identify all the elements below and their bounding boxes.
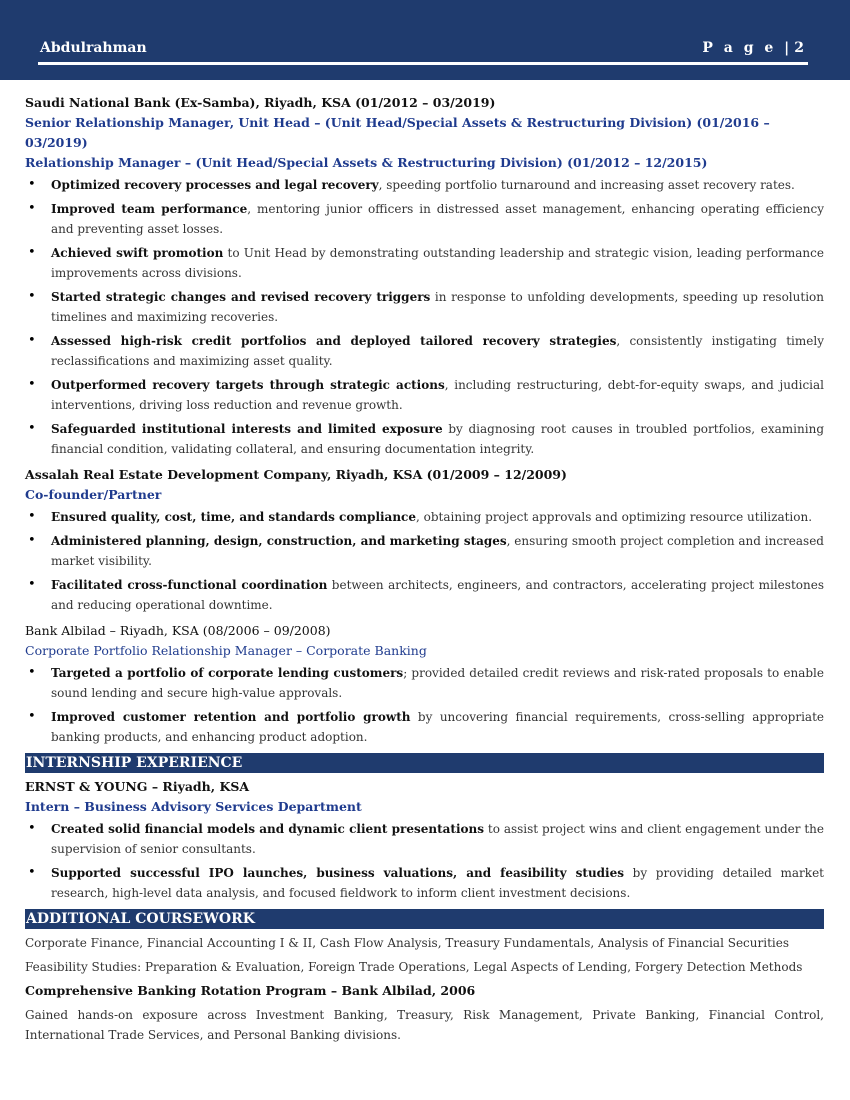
internship-organization: ERNST & YOUNG – Riyadh, KSA	[25, 779, 250, 794]
job-role: Senior Relationship Manager, Unit Head – (Unit Head/Special Assets & Restructuring Division) (01/2016 – 03/2019)	[25, 115, 770, 150]
bullet-item: • Improved team performance, mentoring junior officers in distressed asset management, enhancing operating efficiency and preventing asset losses.	[25, 199, 824, 239]
job-role: Corporate Portfolio Relationship Manager – Corporate Banking	[25, 643, 427, 658]
coursework-line: Corporate Finance, Financial Accounting I & II, Cash Flow Analysis, Treasury Fundamentals, Analysis of Financial Securities	[25, 936, 790, 950]
job-entry	[25, 621, 824, 747]
bullet-item: • Optimized recovery processes and legal recovery, speeding portfolio turnaround and increasing asset recovery rates.	[25, 175, 824, 195]
bullet-item: • Outperformed recovery targets through strategic actions, including restructuring, debt-for-equity swaps, and judicial interventions, driving loss reduction and revenue growth.	[25, 375, 824, 415]
job-organization: Saudi National Bank (Ex-Samba), Riyadh, KSA (01/2012 – 03/2019)	[25, 95, 496, 110]
job-bullets	[25, 507, 824, 615]
job-role: Relationship Manager – (Unit Head/Special Assets & Restructuring Division) (01/2012 – 12/2015)	[25, 155, 708, 170]
coursework-line: Feasibility Studies: Preparation & Evaluation, Foreign Trade Operations, Legal Aspects of Lending, Forgery Detection Methods	[25, 960, 803, 974]
page-separator: |	[784, 40, 793, 56]
internship-bullets	[25, 819, 824, 903]
bullet-item: • Assessed high-risk credit portfolios and deployed tailored recovery strategies, consistently instigating timely reclassifications and maximizing asset quality.	[25, 331, 824, 371]
program-description: Gained hands-on exposure across Investment Banking, Treasury, Risk Management, Private Banking, Financial Control, International Trade Services, and Personal Banking divisions.	[25, 1008, 824, 1042]
bullet-item: • Facilitated cross-functional coordination between architects, engineers, and contractors, accelerating project milestones and reducing operational downtime.	[25, 575, 824, 615]
bullet-item: • Improved customer retention and portfolio growth by uncovering financial requirements, cross-selling appropriate banking products, and enhancing product adoption.	[25, 707, 824, 747]
header-name: Abdulrahman	[40, 40, 147, 56]
section-heading-coursework: ADDITIONAL COURSEWORK	[25, 909, 824, 929]
page-header	[0, 0, 850, 80]
bullet-item: • Administered planning, design, construction, and marketing stages, ensuring smooth project completion and increased market visibility.	[25, 531, 824, 571]
bullet-item: • Supported successful IPO launches, business valuations, and feasibility studies by providing detailed market research, high-level data analysis, and focused fieldwork to inform client investment decisions.	[25, 863, 824, 903]
internship-role: Intern – Business Advisory Services Department	[25, 799, 362, 814]
internship-entry	[25, 777, 824, 903]
bullet-item: • Ensured quality, cost, time, and standards compliance, obtaining project approvals and optimizing resource utilization.	[25, 507, 824, 527]
job-organization: Bank Albilad – Riyadh, KSA (08/2006 – 09/2008)	[25, 623, 331, 638]
job-entry	[25, 93, 824, 459]
program-title: Comprehensive Banking Rotation Program – Bank Albilad, 2006	[25, 983, 476, 998]
job-role: Co-founder/Partner	[25, 487, 162, 502]
bullet-item: • Created solid financial models and dynamic client presentations to assist project wins and client engagement under the supervision of senior consultants.	[25, 819, 824, 859]
job-entry	[25, 465, 824, 615]
bullet-item: • Achieved swift promotion to Unit Head by demonstrating outstanding leadership and strategic vision, leading performance improvements across divisions.	[25, 243, 824, 283]
job-bullets	[25, 175, 824, 459]
page-number: 2	[794, 40, 804, 56]
header-rule	[38, 62, 808, 65]
bullet-item: • Started strategic changes and revised recovery triggers in response to unfolding developments, speeding up resolution timelines and maximizing recoveries.	[25, 287, 824, 327]
job-bullets	[25, 663, 824, 747]
bullet-item: • Safeguarded institutional interests and limited exposure by diagnosing root causes in troubled portfolios, examining financial condition, validating collateral, and ensuring documentation integrity.	[25, 419, 824, 459]
page-indicator	[702, 40, 804, 56]
bullet-item: • Targeted a portfolio of corporate lending customers; provided detailed credit reviews and risk-rated proposals to enable sound lending and secure high-value approvals.	[25, 663, 824, 703]
page-label: P a g e	[702, 40, 777, 56]
section-heading-internship: INTERNSHIP EXPERIENCE	[25, 753, 824, 773]
job-organization: Assalah Real Estate Development Company, Riyadh, KSA (01/2009 – 12/2009)	[25, 467, 567, 482]
resume-body	[25, 93, 824, 1049]
